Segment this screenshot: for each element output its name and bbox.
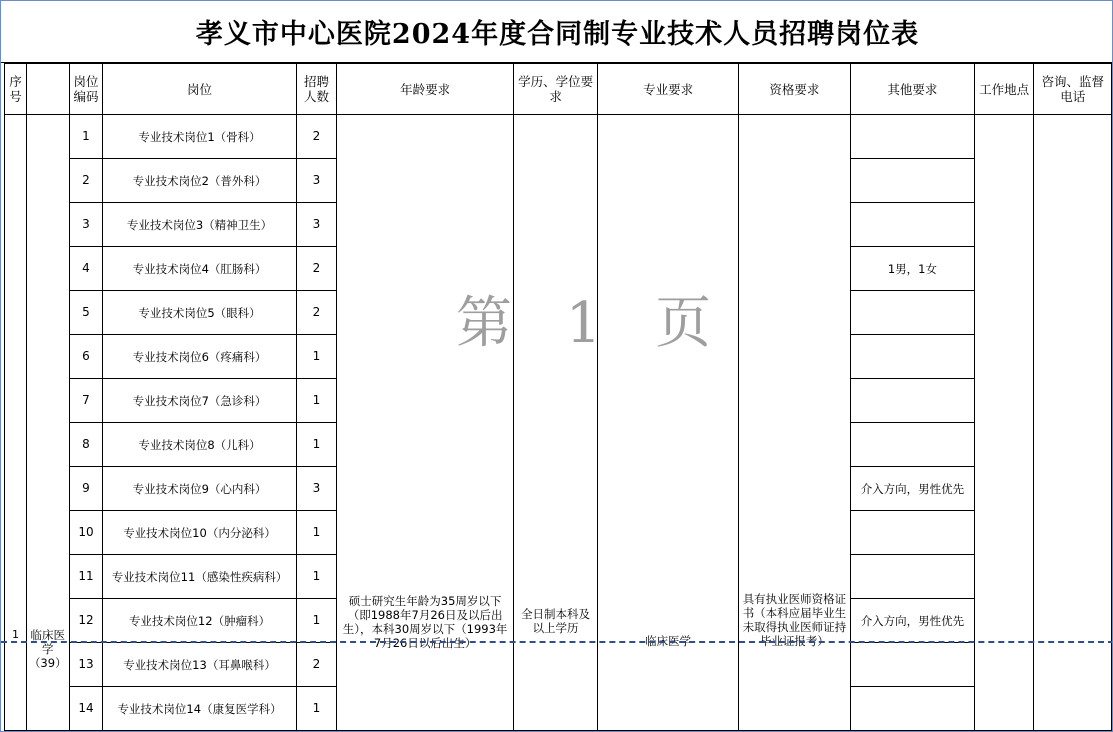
count-cell: 1 xyxy=(296,555,337,599)
other-cell xyxy=(850,203,974,247)
post-cell: 专业技术岗位9（心内科） xyxy=(103,467,296,511)
major-cell: 临床医学 xyxy=(598,115,739,731)
code-cell: 10 xyxy=(69,511,103,555)
header-education: 学历、学位要求 xyxy=(513,64,597,115)
code-cell: 1 xyxy=(69,115,103,159)
post-cell: 专业技术岗位13（耳鼻喉科） xyxy=(103,643,296,687)
post-cell: 专业技术岗位7（急诊科） xyxy=(103,379,296,423)
post-cell: 专业技术岗位12（肿瘤科） xyxy=(103,599,296,643)
header-category xyxy=(26,64,69,115)
other-cell xyxy=(850,115,974,159)
header-other: 其他要求 xyxy=(850,64,974,115)
other-cell xyxy=(850,423,974,467)
header-row xyxy=(5,64,1112,115)
code-cell: 2 xyxy=(69,159,103,203)
other-cell: 介入方向，男性优先 xyxy=(850,467,974,511)
qualification-cell: 具有执业医师资格证书（本科应届毕业生未取得执业医师证持毕业证报考） xyxy=(738,115,850,731)
page-title: 孝义市中心医院2024年度合同制专业技术人员招聘岗位表 xyxy=(1,1,1113,63)
other-cell xyxy=(850,379,974,423)
other-cell xyxy=(850,291,974,335)
code-cell: 5 xyxy=(69,291,103,335)
code-cell: 3 xyxy=(69,203,103,247)
count-cell: 1 xyxy=(296,599,337,643)
code-cell: 12 xyxy=(69,599,103,643)
post-cell: 专业技术岗位8（儿科） xyxy=(103,423,296,467)
post-cell: 专业技术岗位5（眼科） xyxy=(103,291,296,335)
count-cell: 2 xyxy=(296,291,337,335)
post-cell: 专业技术岗位4（肛肠科） xyxy=(103,247,296,291)
post-cell: 专业技术岗位2（普外科） xyxy=(103,159,296,203)
count-cell: 2 xyxy=(296,643,337,687)
education-cell: 全日制本科及以上学历 xyxy=(513,115,597,731)
code-cell: 9 xyxy=(69,467,103,511)
post-cell: 专业技术岗位14（康复医学科） xyxy=(103,687,296,731)
table-row xyxy=(5,115,1112,159)
count-cell: 1 xyxy=(296,511,337,555)
count-cell: 1 xyxy=(296,423,337,467)
age-cell: 硕士研究生年龄为35周岁以下（即1988年7月26日及以后出生），本科30周岁以下（1993年7月26日以后出生） xyxy=(337,115,514,731)
header-major: 专业要求 xyxy=(598,64,739,115)
other-cell xyxy=(850,159,974,203)
code-cell: 7 xyxy=(69,379,103,423)
count-cell: 1 xyxy=(296,379,337,423)
count-cell: 2 xyxy=(296,247,337,291)
seq-cell: 1 xyxy=(5,115,27,731)
header-code: 岗位编码 xyxy=(69,64,103,115)
post-cell: 专业技术岗位6（疼痛科） xyxy=(103,335,296,379)
other-cell xyxy=(850,643,974,687)
page-watermark: 第 1 页 xyxy=(456,291,730,356)
other-cell xyxy=(850,511,974,555)
code-cell: 4 xyxy=(69,247,103,291)
header-post: 岗位 xyxy=(103,64,296,115)
code-cell: 8 xyxy=(69,423,103,467)
other-cell xyxy=(850,687,974,731)
header-location: 工作地点 xyxy=(974,64,1034,115)
phone-cell xyxy=(1034,115,1112,731)
count-cell: 2 xyxy=(296,115,337,159)
count-cell: 3 xyxy=(296,467,337,511)
count-cell: 3 xyxy=(296,159,337,203)
count-cell: 3 xyxy=(296,203,337,247)
other-cell xyxy=(850,555,974,599)
code-cell: 6 xyxy=(69,335,103,379)
count-cell: 1 xyxy=(296,335,337,379)
category-cell: 临床医学（39） xyxy=(26,115,69,731)
post-cell: 专业技术岗位3（精神卫生） xyxy=(103,203,296,247)
count-cell: 1 xyxy=(296,687,337,731)
header-phone: 咨询、监督电话 xyxy=(1034,64,1112,115)
other-cell: 1男，1女 xyxy=(850,247,974,291)
code-cell: 11 xyxy=(69,555,103,599)
code-cell: 13 xyxy=(69,643,103,687)
header-count: 招聘人数 xyxy=(296,64,337,115)
header-age: 年龄要求 xyxy=(337,64,514,115)
post-cell: 专业技术岗位10（内分泌科） xyxy=(103,511,296,555)
other-cell xyxy=(850,335,974,379)
header-seq: 序号 xyxy=(5,64,27,115)
post-cell: 专业技术岗位1（骨科） xyxy=(103,115,296,159)
post-cell: 专业技术岗位11（感染性疾病科） xyxy=(103,555,296,599)
code-cell: 14 xyxy=(69,687,103,731)
other-cell: 介入方向，男性优先 xyxy=(850,599,974,643)
location-cell xyxy=(974,115,1034,731)
recruitment-table xyxy=(4,63,1112,731)
header-qualification: 资格要求 xyxy=(738,64,850,115)
